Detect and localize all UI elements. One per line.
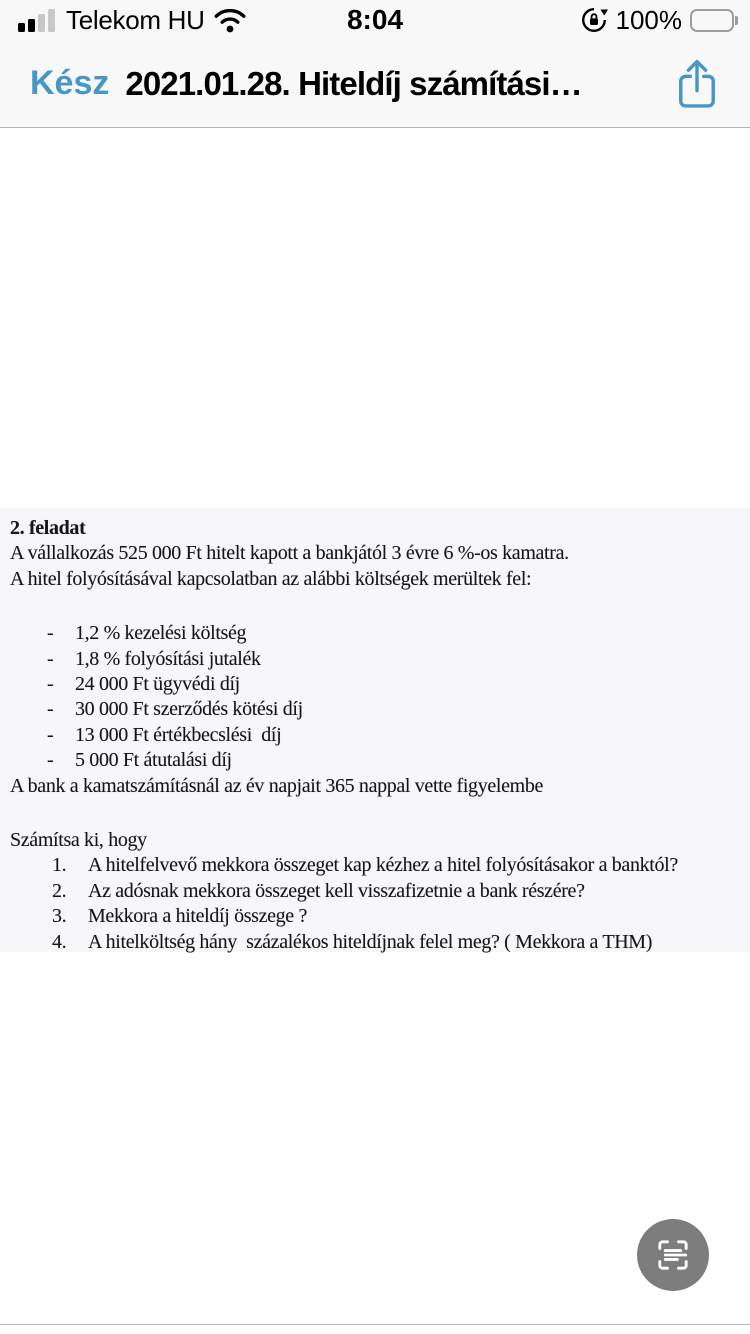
navigation-bar (0, 40, 750, 128)
cost-item (0, 697, 750, 722)
bottom-toolbar-separator (0, 1324, 750, 1325)
document-preview[interactable] (0, 128, 750, 1324)
question-item (0, 930, 750, 955)
question-text: Mekkora a hiteldíj összege ? (88, 905, 308, 928)
intro-line: A hitel folyósításával kapcsolatban az alábbi költségek merültek fel: (10, 567, 532, 590)
cost-item (0, 672, 750, 697)
question-number: 4. (52, 930, 67, 953)
bullet-dash: - (47, 723, 54, 746)
bullet-dash: - (47, 673, 54, 696)
clock: 8:04 (346, 4, 404, 35)
task-heading: 2. feladat (10, 517, 86, 539)
rotation-lock-icon (580, 6, 608, 34)
document-title: 2021.01.28. Hiteldíj számítási… (125, 64, 582, 102)
question-item (0, 853, 750, 878)
question-text: A hitelfelvevő mekkora összeget kap kézhez a hitel folyósításakor a banktól? (88, 854, 678, 877)
scanned-page-text (0, 508, 750, 952)
battery-percent-label: 100% (615, 4, 682, 35)
status-bar (0, 0, 750, 40)
bullet-dash: - (47, 698, 54, 721)
question-number: 3. (52, 905, 67, 928)
status-right-cluster (580, 0, 739, 40)
cost-item (0, 621, 750, 646)
cost-item-text: 13 000 Ft értékbecslési díj (75, 723, 282, 746)
carrier-label: Telekom HU (66, 4, 205, 35)
question-text: Az adósnak mekkora összeget kell visszafizetnie a bank részére? (88, 879, 585, 902)
document-scan-icon (651, 1233, 695, 1277)
question-item (0, 904, 750, 929)
question-number: 1. (52, 854, 67, 877)
question-text: A hitelköltség hány százalékos hiteldíjnak felel meg? ( Mekkora a THM) (88, 930, 653, 953)
cost-item-text: 24 000 Ft ügyvédi díj (75, 673, 240, 696)
cost-item-text: 30 000 Ft szerződés kötési díj (75, 698, 303, 721)
bullet-dash: - (47, 622, 54, 645)
markup-scan-button[interactable] (637, 1219, 709, 1291)
questions-intro: Számítsa ki, hogy (10, 829, 147, 852)
note-line: A bank a kamatszámításnál az év napjait 365 nappal vette figyelembe (10, 774, 544, 797)
cost-item (0, 647, 750, 672)
cost-item (0, 723, 750, 748)
share-button[interactable] (674, 53, 720, 115)
bullet-dash: - (47, 749, 54, 772)
cost-item (0, 748, 750, 773)
share-icon (676, 55, 718, 113)
cost-item-text: 1,2 % kezelési költség (75, 622, 247, 645)
cost-item-text: 1,8 % folyósítási jutalék (75, 647, 261, 670)
battery-icon (690, 9, 738, 32)
cost-item-text: 5 000 Ft átutalási díj (75, 749, 232, 772)
done-button[interactable]: Kész (30, 64, 110, 102)
question-item (0, 879, 750, 904)
intro-line: A vállalkozás 525 000 Ft hitelt kapott a bankjától 3 évre 6 %-os kamatra. (10, 542, 569, 565)
bullet-dash: - (47, 647, 54, 670)
question-number: 2. (52, 879, 67, 902)
